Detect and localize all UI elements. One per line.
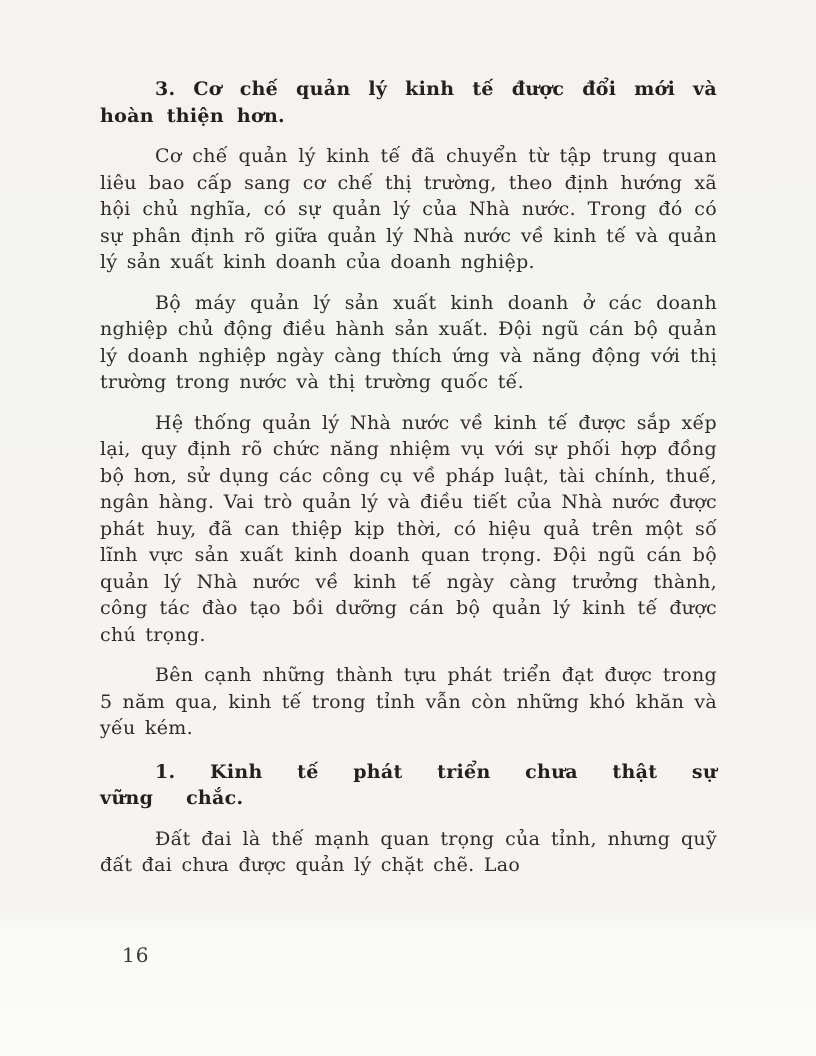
- body-paragraph-1: Cơ chế quản lý kinh tế đã chuyển từ tập trung quan liêu bao cấp sang cơ chế thị trường, theo định hướng xã hội chủ nghĩa, có sự quản lý của Nhà nước. Trong đó có sự phân định rõ giữa quản lý Nhà nước về kinh tế và quản lý sản xuất kinh doanh của doanh nghiệp.: [100, 145, 717, 273]
- section-heading-3: 3. Cơ chế quản lý kinh tế được đổi mới và hoàn thiện hơn.: [100, 78, 717, 127]
- page-number: 16: [122, 943, 150, 967]
- subsection-heading-1: 1. Kinh tế phát triển chưa thật sự vững chắc.: [100, 760, 717, 809]
- body-paragraph-5: Đất đai là thế mạnh quan trọng của tỉnh, nhưng quỹ đất đai chưa được quản lý chặt chẽ. Lao: [100, 827, 717, 876]
- body-paragraph-2: Bộ máy quản lý sản xuất kinh doanh ở các doanh nghiệp chủ động điều hành sản xuất. Đội ngũ cán bộ quản lý doanh nghiệp ngày càng thích ứng và năng động với thị trường trong nước và thị trường quốc tế.: [100, 291, 717, 393]
- body-paragraph-4: Bên cạnh những thành tựu phát triển đạt được trong 5 năm qua, kinh tế trong tỉnh vẫn còn những khó khăn và yếu kém.: [100, 664, 717, 739]
- body-paragraph-3: Hệ thống quản lý Nhà nước về kinh tế được sắp xếp lại, quy định rõ chức năng nhiệm vụ với sự phối hợp đồng bộ hơn, sử dụng các công cụ về pháp luật, tài chính, thuế, ngân hàng. Vai trò quản lý và điều tiết của Nhà nước được phát huy, đã can thiệp kịp thời, có hiệu quả trên một số lĩnh vực sản xuất kinh doanh quan trọng. Đội ngũ cán bộ quản lý Nhà nước về kinh tế ngày càng trưởng thành, công tác đào tạo bồi dưỡng cán bộ quản lý kinh tế được chú trọng.: [100, 411, 717, 646]
- text-column: [100, 76, 717, 893]
